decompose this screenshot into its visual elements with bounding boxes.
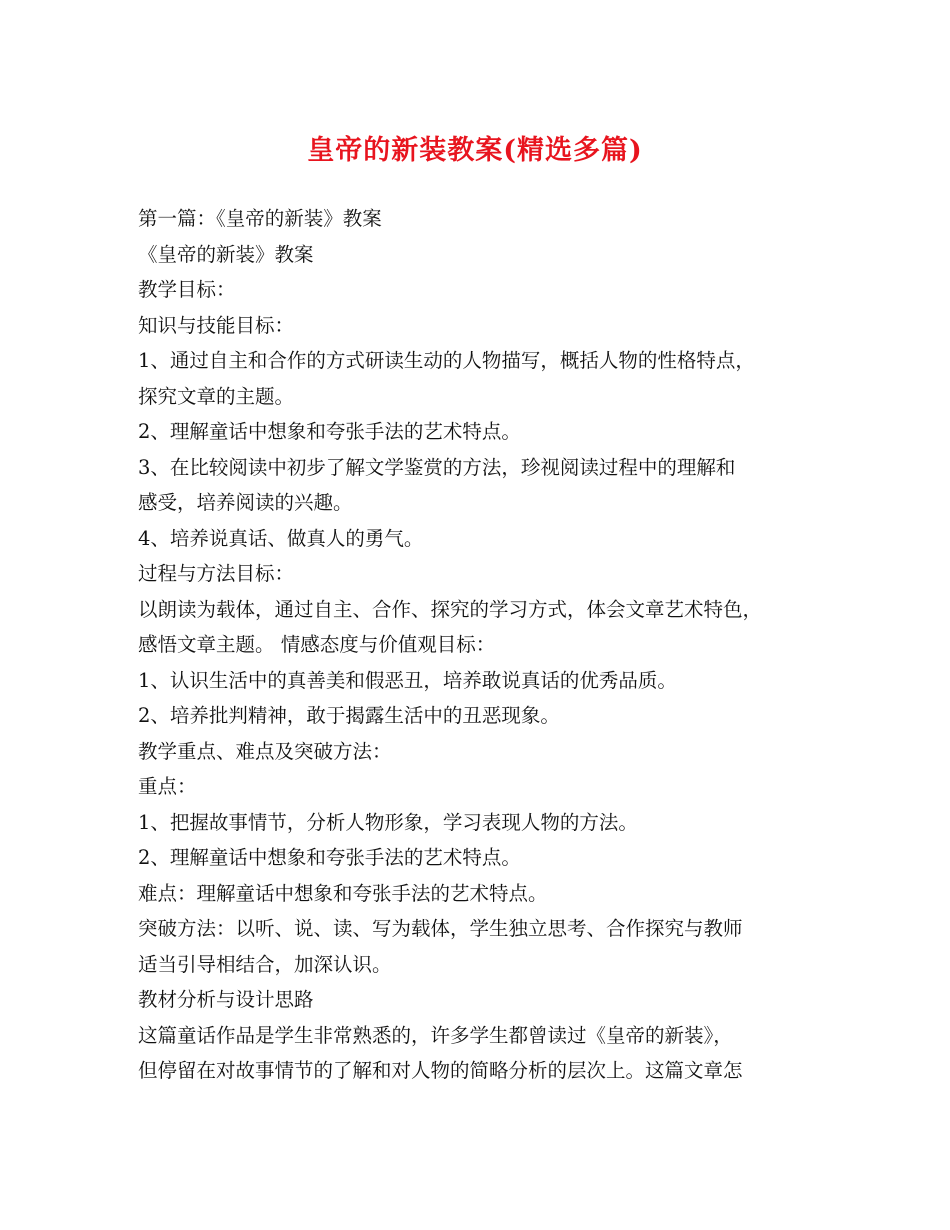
text-line: 以朗读为载体，通过自主、合作、探究的学习方式，体会文章艺术特色， [138, 597, 763, 621]
text-line: 难点：理解童话中想象和夸张手法的艺术特点。 [138, 881, 548, 905]
text-line: 3、在比较阅读中初步了解文学鉴赏的方法，珍视阅读过程中的理解和 [138, 455, 736, 479]
text-line: 感受，培养阅读的兴趣。 [138, 491, 353, 514]
text-line: 突破方法：以听、说、读、写为载体，学生独立思考、合作探究与教师 [138, 917, 743, 940]
text-line: 教学重点、难点及突破方法： [138, 739, 392, 763]
text-line: 这篇童话作品是学生非常熟悉的，许多学生都曾读过《皇帝的新装》， [138, 1023, 733, 1047]
text-line: 4、培养说真话、做真人的勇气。 [138, 526, 424, 550]
text-line: 2、理解童话中想象和夸张手法的艺术特点。 [138, 846, 521, 869]
text-line: 《皇帝的新装》教案 [138, 242, 314, 266]
text-line: 教学目标： [138, 278, 236, 301]
text-line: 但停留在对故事情节的了解和对人物的简略分析的层次上。这篇文章怎 [138, 1059, 743, 1082]
text-line: 探究文章的主题。 [138, 384, 295, 408]
text-line: 过程与方法目标： [138, 562, 295, 585]
text-line: 第一篇：《皇帝的新装》教案 [138, 207, 382, 230]
text-line: 1、通过自主和合作的方式研读生动的人物描写，概括人物的性格特点， [138, 349, 755, 372]
text-line: 1、认识生活中的真善美和假恶丑，培养敢说真话的优秀品质。 [138, 668, 677, 692]
text-line: 2、理解童话中想象和夸张手法的艺术特点。 [138, 420, 521, 443]
document-body [138, 201, 838, 1089]
text-line: 重点： [138, 775, 197, 798]
text-line: 教材分析与设计思路 [138, 988, 314, 1011]
text-line: 适当引导相结合，加深认识。 [138, 952, 392, 976]
text-line: 感悟文章主题。 情感态度与价值观目标： [138, 633, 496, 656]
document-title: 皇帝的新装教案(精选多篇) [307, 135, 643, 166]
text-line: 2、培养批判精神，敢于揭露生活中的丑恶现象。 [138, 704, 560, 727]
text-line: 知识与技能目标： [138, 313, 295, 337]
text-line: 1、把握故事情节，分析人物形象，学习表现人物的方法。 [138, 810, 638, 834]
